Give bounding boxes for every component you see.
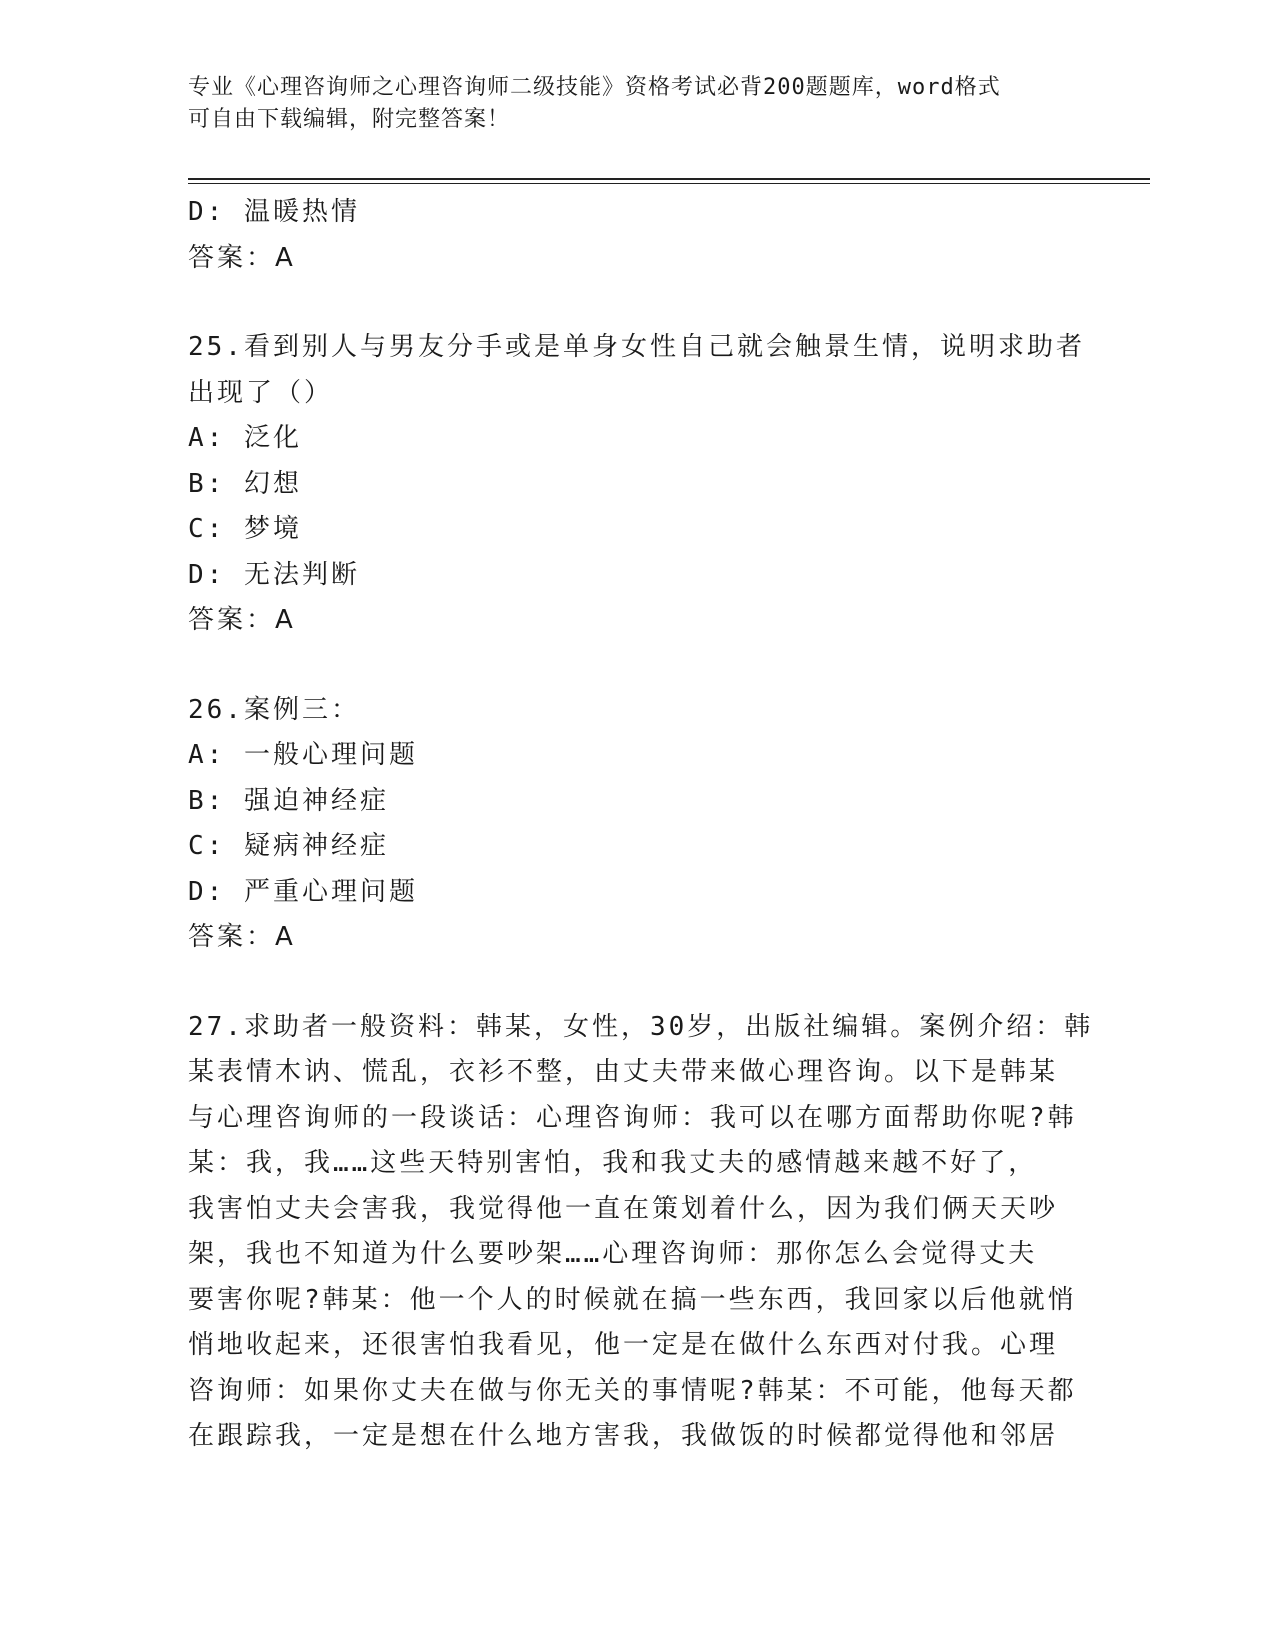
header-divider-thick xyxy=(188,178,1150,180)
answer: 答案：A xyxy=(188,605,296,635)
option-b: B: 强迫神经症 xyxy=(188,785,389,816)
document-header xyxy=(188,72,1088,136)
question-text-line: 某表情木讷、慌乱，衣衫不整，由丈夫带来做心理咨询。以下是韩某 xyxy=(188,1057,1059,1087)
header-divider-thin xyxy=(188,183,1150,184)
option-d: D: 温暖热情 xyxy=(188,197,360,227)
question-text-line: 在跟踪我，一定是想在什么地方害我，我做饭的时候都觉得他和邻居 xyxy=(188,1421,1059,1451)
question-text-line: 27.求助者一般资料：韩某，女性，30岁，出版社编辑。案例介绍：韩 xyxy=(188,1011,1094,1042)
question-text-line: 我害怕丈夫会害我，我觉得他一直在策划着什么，因为我们俩天天吵 xyxy=(188,1193,1059,1224)
option-d: D: 严重心理问题 xyxy=(188,876,418,907)
question-text-line: 咨询师：如果你丈夫在做与你无关的事情呢?韩某：不可能，他每天都 xyxy=(188,1375,1077,1406)
option-c: C: 梦境 xyxy=(188,514,302,544)
spacer xyxy=(188,644,1088,688)
question-text-line: 与心理咨询师的一段谈话：心理咨询师：我可以在哪方面帮助你呢?韩 xyxy=(188,1102,1077,1133)
question-stem-cont: 出现了（） xyxy=(188,377,334,408)
header-line-2: 可自由下载编辑，附完整答案！ xyxy=(188,107,511,132)
spacer xyxy=(188,961,1088,1005)
answer: 答案：A xyxy=(188,922,296,952)
question-text-line: 悄地收起来，还很害怕我看见，他一定是在做什么东西对付我。心理 xyxy=(188,1330,1059,1360)
question-text-line: 某：我，我……这些天特别害怕，我和我丈夫的感情越来越不好了， xyxy=(188,1148,1038,1178)
option-c: C: 疑病神经症 xyxy=(188,831,389,861)
question-25 xyxy=(188,325,1088,644)
header-line-1: 专业《心理咨询师之心理咨询师二级技能》资格考试必背200题题库，word格式 xyxy=(188,75,1001,100)
document-body xyxy=(188,190,1094,1460)
question-text-line: 架，我也不知道为什么要吵架……心理咨询师：那你怎么会觉得丈夫 xyxy=(188,1239,1038,1269)
answer: 答案：A xyxy=(188,242,296,273)
spacer xyxy=(188,281,1088,325)
question-27 xyxy=(188,1005,1094,1460)
option-a: A: 泛化 xyxy=(188,423,302,453)
question-26 xyxy=(188,688,1088,961)
option-b: B: 幻想 xyxy=(188,468,302,499)
option-a: A: 一般心理问题 xyxy=(188,740,418,770)
question-stem: 26.案例三： xyxy=(188,694,360,725)
question-24-tail xyxy=(188,190,1088,281)
option-d: D: 无法判断 xyxy=(188,559,360,590)
question-text-line: 要害你呢?韩某：他一个人的时候就在搞一些东西，我回家以后他就悄 xyxy=(188,1284,1077,1315)
question-stem: 25.看到别人与男友分手或是单身女性自己就会触景生情，说明求助者 xyxy=(188,332,1085,362)
